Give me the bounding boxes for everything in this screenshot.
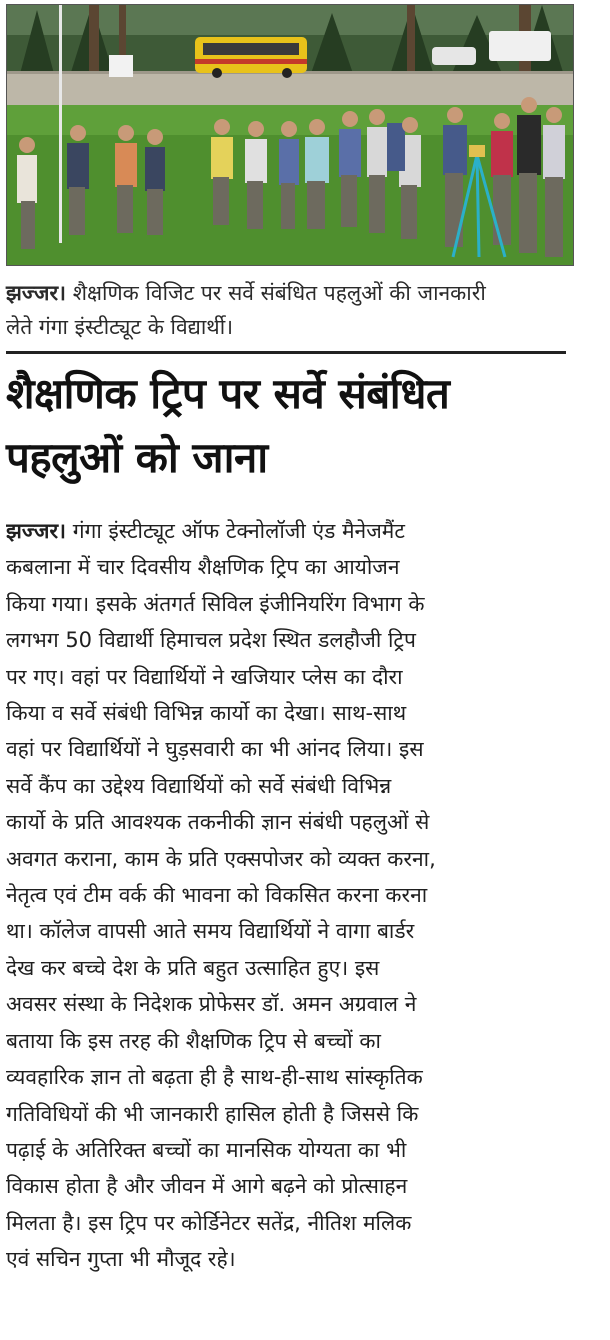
caption-place: झज्जर। <box>6 281 67 305</box>
body-line-text: गंगा इंस्टीट्यूट ऑफ टेक्नोलॉजी एंड मैनेजमैंट <box>72 519 405 543</box>
body-line: लगभग 50 विद्यार्थी हिमाचल प्रदेश स्थित डलहौजी ट्रिप <box>6 628 416 653</box>
body-line: कबलाना में चार दिवसीय शैक्षणिक ट्रिप का आयोजन <box>6 555 400 580</box>
body-line <box>6 513 572 549</box>
headline-line-1: शैक्षणिक ट्रिप पर सर्वे संबंधित <box>6 369 450 418</box>
photo-icon <box>7 5 573 265</box>
article-body <box>6 513 572 1278</box>
body-line: पर गए। वहां पर विद्यार्थियों ने खजियार प्लेस का दौरा <box>6 664 403 689</box>
body-line: गतिविधियों की भी जानकारी हासिल होती है जिससे कि <box>6 1101 419 1126</box>
body-line: विकास होता है और जीवन में आगे बढ़ने को प्रोत्साहन <box>6 1174 408 1199</box>
body-line: किया गया। इसके अंतगर्त सिविल इंजीनियरिंग विभाग के <box>6 591 425 616</box>
body-line: नेतृत्व एवं टीम वर्क की भावना को विकसित करना करना <box>6 883 428 908</box>
body-line: अवसर संस्था के निदेशक प्रोफेसर डॉ. अमन अग्रवाल ने <box>6 992 417 1017</box>
headline <box>6 362 586 490</box>
body-line: मिलता है। इस ट्रिप पर कोर्डिनेटर सतेंद्र, नीतिश मलिक <box>6 1210 412 1235</box>
news-photo <box>6 4 574 266</box>
body-line: एवं सचिन गुप्ता भी मौजूद रहे। <box>6 1247 236 1272</box>
body-line: पढ़ाई के अतिरिक्त बच्चों का मानसिक योग्यता का भी <box>6 1137 407 1162</box>
photo-caption <box>6 276 572 344</box>
body-line: सर्वे कैंप का उद्देश्य विद्यार्थियों को सर्वे संबंधी विभिन्न <box>6 773 392 798</box>
headline-line-2: पहलुओं को जाना <box>6 433 268 482</box>
body-line: कार्यो के प्रति आवश्यक तकनीकी ज्ञान संबंधी पहलुओं से <box>6 810 430 835</box>
caption-line-2: लेते गंगा इंस्टीट्यूट के विद्यार्थी। <box>6 315 234 339</box>
body-place: झज्जर। <box>6 519 67 543</box>
body-line: व्यवहारिक ज्ञान तो बढ़ता ही है साथ-ही-साथ सांस्कृतिक <box>6 1065 423 1090</box>
body-line: बताया कि इस तरह की शैक्षणिक ट्रिप से बच्चों का <box>6 1028 381 1053</box>
caption-line-1 <box>6 281 486 305</box>
body-line: देख कर बच्चे देश के प्रति बहुत उत्साहित हुए। इस <box>6 955 380 980</box>
body-line: किया व सर्वे संबंधी विभिन्न कार्यो का देखा। साथ-साथ <box>6 701 407 726</box>
divider <box>6 351 566 354</box>
body-line: था। कॉलेज वापसी आते समय विद्यार्थियों ने वागा बार्डर <box>6 919 415 944</box>
body-line: अवगत कराना, काम के प्रति एक्सपोजर को व्यक्त करना, <box>6 846 436 871</box>
body-line: वहां पर विद्यार्थियों ने घुड़सवारी का भी आंनद लिया। इस <box>6 737 424 762</box>
caption-text-1: शैक्षणिक विजिट पर सर्वे संबंधित पहलुओं की जानकारी <box>72 281 486 305</box>
